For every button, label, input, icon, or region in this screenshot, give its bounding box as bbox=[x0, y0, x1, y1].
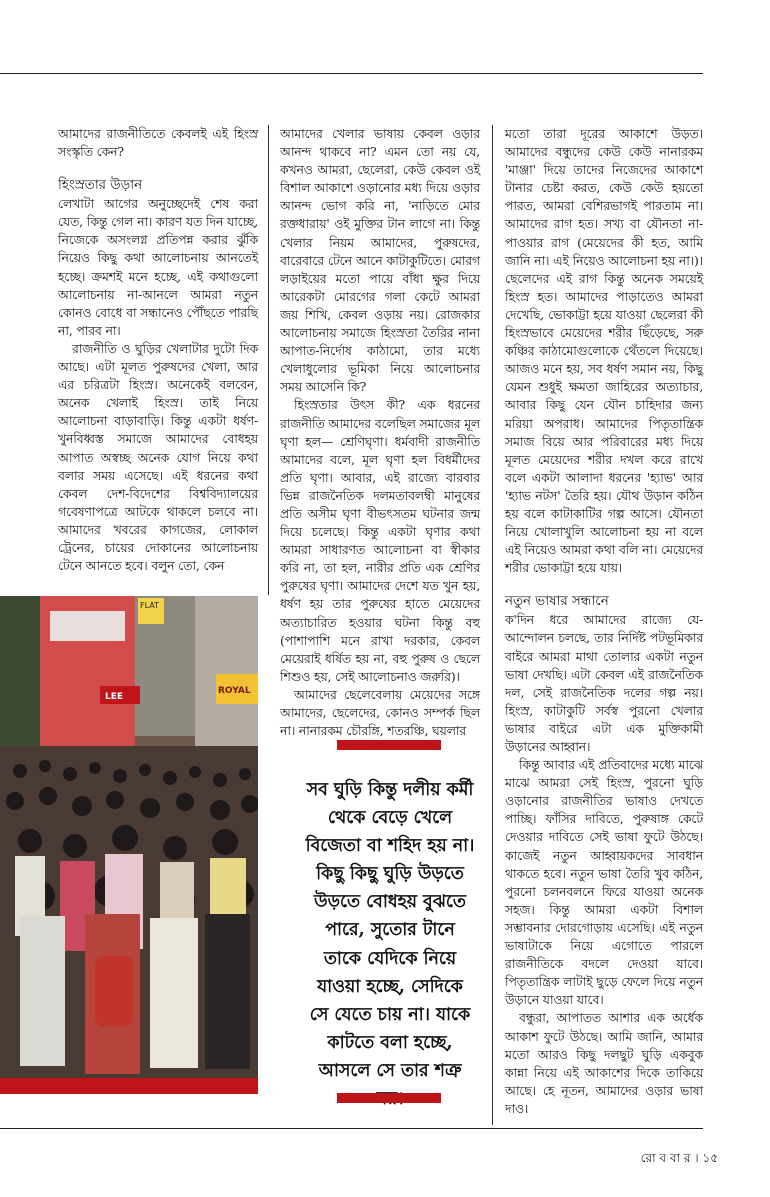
column-2 bbox=[280, 125, 480, 740]
column-1 bbox=[58, 125, 258, 575]
sign-lee: LEE bbox=[105, 692, 124, 702]
pullquote-bar-bottom bbox=[337, 1093, 441, 1103]
sign-flat: FLAT bbox=[140, 601, 159, 610]
bottom-rule bbox=[0, 1128, 703, 1129]
column-3 bbox=[505, 125, 703, 1118]
column-divider bbox=[492, 125, 493, 1125]
paragraph: রাজনীতি ও ঘুড়ির খেলাটার দুটো দিক আছে। এটা মূলত পুরুষদের খেলা, আর এর চরিত্রটা হিংস্র। অনেকেই বলবেন, অনেক খেলাই হিংস্র। তাই নিয়ে আলোচনা বাড়াবাড়ি। কিন্তু একটা ধর্ষণ-খুনবিধ্বস্ত সমাজে আমাদের বোধহয় আপাত অস্বচ্ছ অনেক যোগ নিয়ে কথা বলার সময় এসেছে। এই ধরনের কথা কেবল দেশ-বিদেশের বিশ্ববিদ্যালয়ের গবেষণাপত্রে আটকে থাকলে চলবে না। আমাদের খবরের কাগজের, লোকাল ট্রেনের, চায়ের দোকানের আলোচনায় টেনে আনতে হবে। বলুন তো, কেন bbox=[58, 340, 258, 574]
pullquote: সব ঘুড়ি কিন্তু দলীয় কর্মী থেকে বেড়ে খেলে বিজেতা বা শহিদ হয় না। কিছু কিছু ঘুড়ি উড়তে উড়তে বোধহয় বুঝতে পারে, সুতোর টানে তাকে যেদিকে নিয়ে যাওয়া হচ্ছে, সেদিকে সে যেতে চায় না। যাকে কাটতে বলা হচ্ছে, আসলে সে তার শত্রু bbox=[305, 780, 475, 1081]
paragraph: বন্ধুরা, আপাতত আশার এক অর্ধেক আকাশ ফুটে উঠছে। আমি জানি, আমার মতো আরও কিছু দলছুট ঘুড়ি একবুক কান্না নিয়ে এই আকাশের দিকে তাকিয়ে আছে। হে নূতন, আমাদের ওড়ার ভাষা দাও। bbox=[505, 1010, 703, 1116]
protest-crowd-photo bbox=[0, 596, 258, 1094]
intro-text: আমাদের রাজনীতিতে কেবলই এই হিংস্র সংস্কৃতি কেন? bbox=[58, 126, 258, 160]
sign-royal: ROYAL bbox=[218, 686, 251, 696]
crowd-illustration bbox=[0, 596, 258, 1094]
page-footer: রো ব বা র । ১৫ bbox=[640, 1151, 718, 1165]
pullquote-bar-top bbox=[337, 740, 441, 750]
paragraph: কিন্তু আবার এই প্রতিবাদের মধ্যে মাঝে মাঝে আমরা সেই হিংস্র, পুরনো ঘুড়ি ওড়ানোর রাজনীতির ভাষাও দেখতে পাচ্ছি। ফাঁসির দাবিতে, পুরুষাঙ্গ কেটে দেওয়ার দাবিতে সেই ভাষা ফুটে উঠছে। কাজেই নতুন আহ্বায়কদের সাবধান থাকতে হবে। নতুন ভাষা তৈরি খুব কঠিন, পুরনো চলনবলনে ফিরে যাওয়া অনেক সহজ। কিন্তু আমরা একটা বিশাল সম্ভাবনার দোরগোড়ায় এসেছি। এই নতুন ভাষাটাকে নিয়ে এগোতে পারলে রাজনীতিকে বদলে দেওয়া যাবে। পিতৃতান্ত্রিক লাটাই ছুড়ে ফেলে দিয়ে নতুন উড়ানে যাওয়া যাবে। bbox=[505, 757, 703, 1008]
paragraph: আমাদের খেলার ভাষায় কেবল ওড়ার আনন্দ থাকবে না? এমন তো নয় যে, কখনও আমরা, ছেলেরা, কেউ কেবল ওই বিশাল আকাশে ওড়ানোর মধ্য দিয়ে ওড়ার আনন্দ ভোগ করি না, 'নাড়িতে মোর রক্তধারায়' ওই মুক্তির টান লাগে না। কিন্তু খেলার নিয়ম আমাদের, পুরুষদের, বারেবারে টেনে আনে কাটাকুটিতে। মোরগ লড়াইয়ের মতো পায়ে বাঁধা ক্ষুর দিয়ে আরেকটা মোরগের গলা কেটে আমরা জয় শিখি, কেবল ওড়ায় নয়। রোজকার আলোচনায় সমাজে হিংস্রতা তৈরির নানা আপাত-নির্দোষ কাঠামো, তার মধ্যে খেলাধুলোর ভূমিকা নিয়ে আলোচনার সময় আসেনি কি? bbox=[280, 126, 480, 395]
paragraph: আমাদের ছেলেবেলায় মেয়েদের সঙ্গে আমাদের, ছেলেদের, কোনও সম্পর্ক ছিল না। নানারকম চৌরঙ্গি, শতরঞ্চি, ঘয়লার bbox=[280, 686, 480, 739]
paragraph: হিংস্রতার উৎস কী? এক ধরনের রাজনীতি আমাদের বলেছিল সমাজের মূল ঘৃণা হল— শ্রেণিঘৃণা। ধর্মবাদী রাজনীতি আমাদের বলে, মূল ঘৃণা হল বিধর্মীদের প্রতি ঘৃণা। আবার, এই রাজ্যে বারবার ভিন্ন রাজনৈতিক দলমতাবলম্বী মানুষের প্রতি অসীম ঘৃণা বীভৎসতম ঘটনার জন্ম দিয়ে চলেছে। কিন্তু একটা ঘৃণার কথা আমরা সাধারণত আলোচনা বা স্বীকার করি না, তা হল, নারীর প্রতি এক শ্রেণির পুরুষের ঘৃণা। আমাদের দেশে যত খুন হয়, ধর্ষণ হয় তার পুরুষের হাতে মেয়েদের অত্যাচারিত হওয়ার ঘটনা কিন্তু বহু (পাশাপাশি মনে রাখা দরকার, কেবল মেয়েরাই ধর্ষিত হয় না, বহু পুরুষ ও ছেলে শিশুও হয়, সেই আলোচনাও জরুরি)। bbox=[280, 397, 481, 684]
paragraph: মতো তারা দূরের আকাশে উড়ত। আমাদের বন্ধুদের কেউ কেউ নানারকম 'মাঞ্জা' দিয়ে তাদের নিজেদের আকাশে টানার চেষ্টা করত, কেউ কেউ হয়তো পারত, আমরা বেশিরভাগই পারতাম না। আমাদের রাগ হত। সখ্য বা যৌনতা না-পাওয়ার রাগ (মেয়েদের কী হত, আমি জানি না। এই নিয়েও আলোচনা হয় না।)। ছেলেদের এই রাগ কিন্তু অনেক সময়েই হিংস্র হত। আমাদের পাড়াতেও আমরা দেখেছি, ভোকাট্টা হয়ে যাওয়া ছেলেরা কী হিংস্রভাবে মেয়েদের শরীর ছিঁড়েছে, সরু কঞ্চির কাঠামোগুলোকে থেঁতলে দিয়েছে। আজও মনে হয়, সব ধর্ষণ সমান নয়, কিছু যেমন শুধুই ক্ষমতা জাহিরের অত্যাচার, আবার কিছু যেন যৌন চাহিদার জন্য মরিয়া অপরাধ। আমাদের পিতৃতান্ত্রিক সমাজ বিয়ে আর পরিবারের মধ্য দিয়ে মূলত মেয়েদের শরীর দখল করে রাখে বলে একটা আলাদা ধরনের 'হ্যাভ' আর 'হ্যাভ নটস' তৈরি হয়। যৌথ উড়ান কঠিন হয় বলে কাটাকাটির গল্প আসে। যৌনতা নিয়ে খোলাখুলি আলোচনা হয় না বলে এই নিয়েও আমরা কথা বলি না। মেয়েদের শরীর ভোকাট্টা হয়ে যায়। bbox=[505, 126, 703, 576]
section-heading-violence: হিংস্রতার উড়ান bbox=[58, 177, 143, 194]
column-divider bbox=[268, 125, 269, 595]
paragraph: ক'দিন ধরে আমাদের রাজ্যে যে-আন্দোলন চলছে, তার নির্দিষ্ট পটভূমিকার বাইরে আমরা মাথা তোলার একটা নতুন ভাষা দেখছি। এটা কেবল এই রাজনৈতিক দল, সেই রাজনৈতিক দলের গল্প নয়। হিংস্র, কাটাকুটি সর্বস্ব পুরনো খেলার ভাষার বাইরে এটা এক মুক্তিকামী উড়ানের আহ্বান। bbox=[505, 612, 703, 754]
section-heading-new-language: নতুন ভাষার সন্ধানে bbox=[505, 593, 609, 610]
paragraph: লেখাটা আগের অনুচ্ছেদেই শেষ করা যেত, কিন্তু গেল না। কারণ যত দিন যাচ্ছে, নিজেকে অসংলগ্ন প্রতিপন্ন করার ঝুঁকি নিয়েও কিছু কথা আলোচনায় আনতেই হচ্ছে। ক্রমশই মনে হচ্ছে, এই কথাগুলো আলোচনায় না-আনলে আমরা নতুন কোনও বোধে বা সন্ধানেও পৌঁছতে পারছি না, পারব না। bbox=[58, 196, 259, 338]
top-rule bbox=[0, 73, 703, 74]
